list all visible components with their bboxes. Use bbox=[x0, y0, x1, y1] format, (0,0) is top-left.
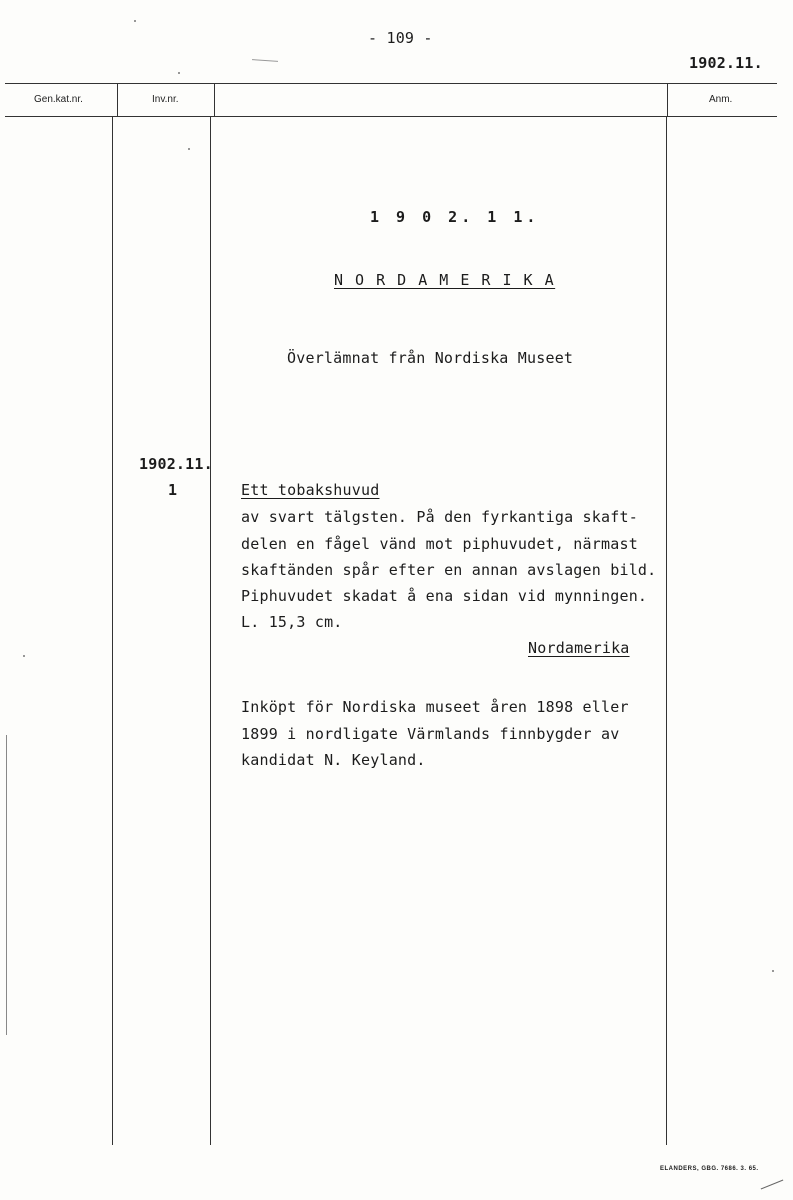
column-divider-main-anm bbox=[667, 84, 668, 116]
column-header-inv-nr: Inv.nr. bbox=[152, 94, 179, 105]
scan-speck bbox=[23, 655, 25, 657]
collection-provenance: Överlämnat från Nordiska Museet bbox=[287, 349, 574, 367]
column-divider-gen-inv bbox=[117, 84, 118, 116]
entry-description-line: skaftänden spår efter en annan avslagen bild. bbox=[241, 561, 657, 579]
pencil-stroke bbox=[252, 59, 278, 62]
entry-description-line: av svart tälgsten. På den fyrkantiga skaft- bbox=[241, 508, 638, 526]
scan-speck bbox=[188, 148, 190, 150]
entry-acquisition-line: kandidat N. Keyland. bbox=[241, 751, 426, 769]
page-number: - 109 - bbox=[368, 29, 433, 47]
column-divider-gen-inv-body bbox=[112, 117, 113, 1145]
column-divider-main-anm-body bbox=[666, 117, 667, 1145]
left-margin-rule bbox=[6, 735, 7, 1035]
scan-speck bbox=[772, 970, 774, 972]
entry-description-line: delen en fågel vänd mot piphuvudet, närmast bbox=[241, 535, 638, 553]
printer-mark: ELANDERS, GBG. 7686. 3. 65. bbox=[660, 1166, 759, 1172]
header-catalogue-id: 1902.11. bbox=[689, 54, 763, 72]
column-divider-inv-main bbox=[214, 84, 215, 116]
entry-acquisition-line: Inköpt för Nordiska museet åren 1898 eller bbox=[241, 698, 629, 716]
entry-catalogue-number: 1902.11. bbox=[139, 455, 213, 473]
collection-heading: 1 9 0 2. 1 1. bbox=[370, 208, 540, 226]
collection-region: N O R D A M E R I K A bbox=[334, 271, 556, 289]
column-divider-inv-main-body bbox=[210, 117, 211, 1145]
column-header-anm: Anm. bbox=[709, 94, 733, 105]
header-rule-top bbox=[5, 83, 777, 84]
pencil-stroke bbox=[761, 1180, 784, 1190]
entry-description-line: L. 15,3 cm. bbox=[241, 613, 343, 631]
header-rule-bottom bbox=[5, 116, 777, 117]
entry-item-number: 1 bbox=[168, 481, 178, 499]
scan-speck bbox=[178, 72, 180, 74]
scan-speck bbox=[134, 20, 136, 22]
column-header-gen-kat-nr: Gen.kat.nr. bbox=[34, 94, 83, 105]
entry-origin: Nordamerika bbox=[528, 639, 630, 657]
entry-description-line: Piphuvudet skadat å ena sidan vid mynningen. bbox=[241, 587, 648, 605]
entry-acquisition-line: 1899 i nordligate Värmlands finnbygder av bbox=[241, 725, 620, 743]
entry-title: Ett tobakshuvud bbox=[241, 481, 380, 499]
